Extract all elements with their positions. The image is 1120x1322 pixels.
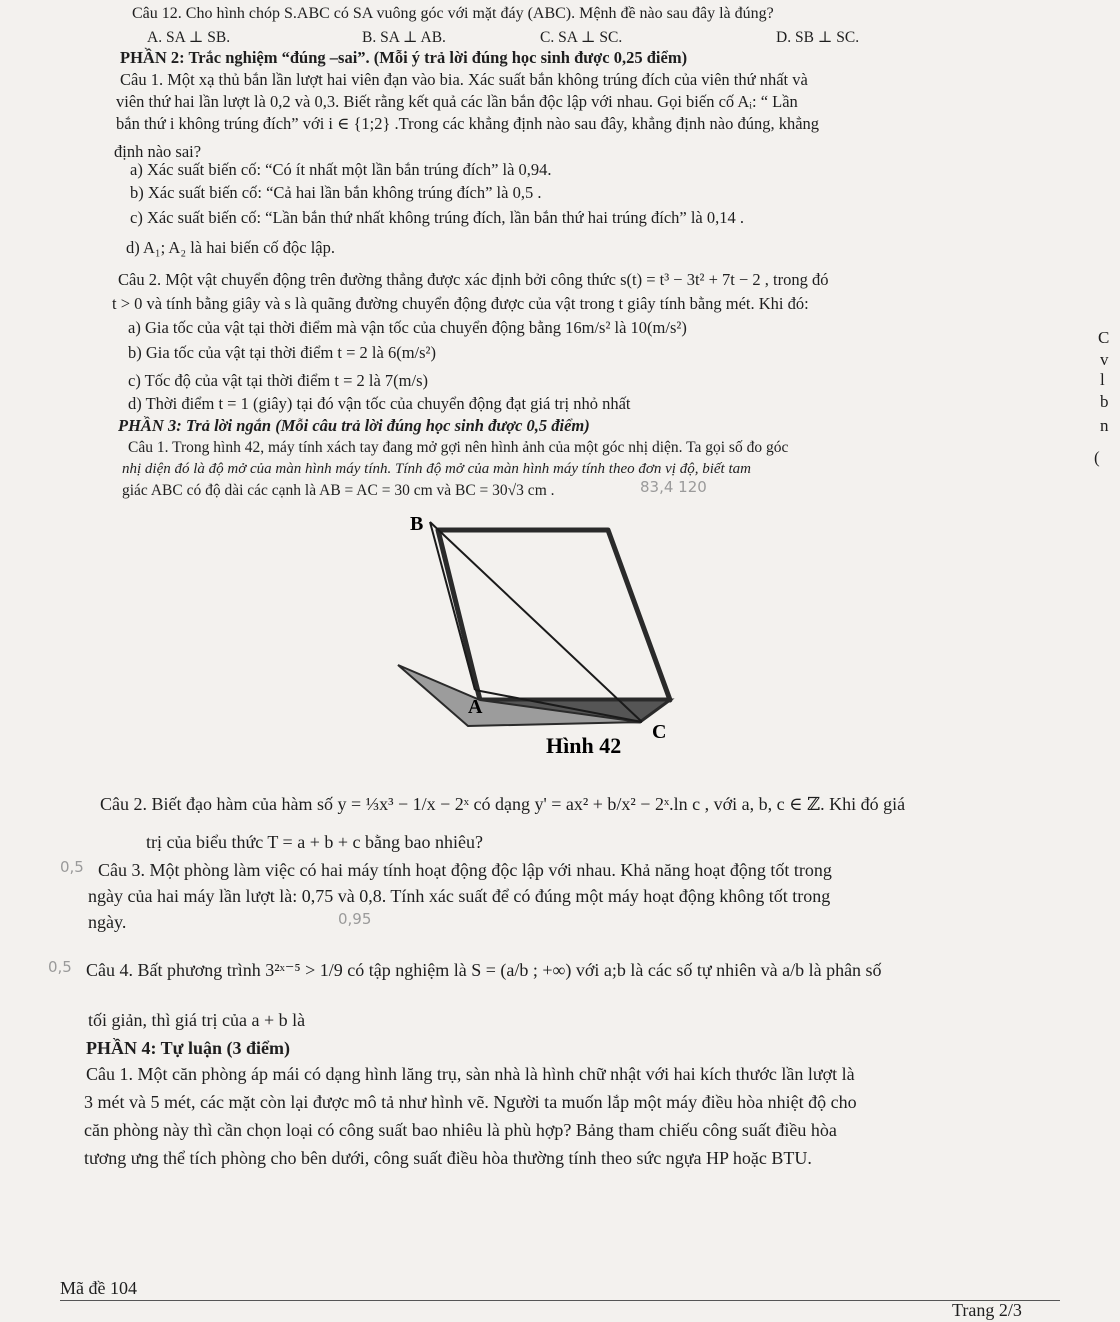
footer-page-number: Trang 2/3 [952,1300,1022,1320]
figure-caption: Hình 42 [546,733,622,758]
margin-letter-1: C [1098,328,1110,347]
part2-q1-b: b) Xác suất biến cố: “Cả hai lần bắn không trúng đích” là 0,5 . [130,183,542,202]
part4-title: PHẦN 4: Tự luận (3 điểm) [86,1038,290,1058]
part2-q1-line4: định nào sai? [114,142,202,161]
part2-q2-b: b) Gia tốc của vật tại thời điểm t = 2 là 6(m/s²) [128,343,436,362]
margin-letter-3: l [1100,370,1105,389]
label-a: A [468,696,483,718]
footer-exam-code: Mã đề 104 [60,1278,137,1298]
handwritten-note-1: 83,4 120 [640,478,707,496]
part2-q1-c: c) Xác suất biến cố: “Lần bắn thứ nhất không trúng đích, lần bắn thứ hai trúng đích” là 0,14 . [130,208,745,227]
margin-letter-4: b [1100,392,1109,411]
part3-q3-line1: Câu 3. Một phòng làm việc có hai máy tính hoạt động độc lập với nhau. Khả năng hoạt động tốt trong [98,860,832,880]
margin-letter-2: v [1100,350,1109,369]
q12-option-a: A. SA ⊥ SB. [147,29,231,46]
part3-q1-line1: Câu 1. Trong hình 42, máy tính xách tay đang mở gợi nên hình ảnh của một góc nhị diện. Ta gọi số đo góc [128,439,789,456]
footer-divider [60,1300,1060,1301]
margin-letter-5: n [1100,416,1109,435]
part3-q2-line1: Câu 2. Biết đạo hàm của hàm số y = ⅓x³ − 1/x − 2ˣ có dạng y' = ax² + b/x² − 2ˣ.ln c , với a, b, c ∈ ℤ. Khi đó giá [100,794,906,814]
handwritten-note-3: 0,5 [60,858,84,876]
part2-q1-a: a) Xác suất biến cố: “Có ít nhất một lần bắn trúng đích” là 0,94. [130,160,552,179]
part4-q1-line4: tương ưng thể tích phòng cho bên dưới, công suất điều hòa thường tính theo sức ngựa HP hoặc BTU. [84,1148,812,1168]
margin-letter-6: ( [1094,448,1100,467]
part3-q4-line1: Câu 4. Bất phương trình 3²ˣ⁻⁵ > 1/9 có tập nghiệm là S = (a/b ; +∞) với a;b là các số tự nhiên và a/b là phân số [86,960,882,980]
part2-q1-line2: viên thứ hai lần lượt là 0,2 và 0,3. Biết rằng kết quả các lần bắn độc lập với nhau. Gọi biến cố Aᵢ: “ Lần [116,92,798,111]
part3-q2-line2: trị của biểu thức T = a + b + c bằng bao nhiêu? [146,832,483,852]
laptop-screen [438,530,670,700]
part2-q2-line1: Câu 2. Một vật chuyển động trên đường thẳng được xác định bởi công thức s(t) = t³ − 3t² + 7t − 2 , trong đó [118,270,829,289]
part4-q1-line1: Câu 1. Một căn phòng áp mái có dạng hình lăng trụ, sàn nhà là hình chữ nhật với hai kích thước lần lượt là [86,1064,855,1084]
part2-title: PHẦN 2: Trắc nghiệm “đúng –sai”. (Mỗi ý trả lời đúng học sinh được 0,25 điểm) [120,48,688,67]
part4-q1-line3: căn phòng này thì cần chọn loại có công suất bao nhiêu là phù hợp? Bảng tham chiếu công suất điều hòa [84,1120,837,1140]
q12-option-d: D. SB ⊥ SC. [776,29,860,46]
part2-q2-a: a) Gia tốc của vật tại thời điểm mà vận tốc của chuyển động bằng 16m/s² là 10(m/s²) [128,318,687,337]
label-c: C [652,721,667,743]
q12-option-c: C. SA ⊥ SC. [540,29,623,46]
q12-option-b: B. SA ⊥ AB. [362,29,446,46]
part2-q1-d: d) A₁; A₂ là hai biến cố độc lập. [126,238,335,257]
part2-q2-line2: t > 0 và tính bằng giây và s là quãng đường chuyển động được của vật trong t giây tính bằng mét. Khi đó: [112,294,809,313]
handwritten-note-2: 0,95 [338,910,372,928]
part2-q1-line1: Câu 1. Một xạ thủ bắn lần lượt hai viên đạn vào bia. Xác suất bắn không trúng đích của viên thứ nhất và [120,70,808,89]
part2-q1-line3: bắn thứ i không trúng đích” với i ∈ {1;2} .Trong các khẳng định nào sau đây, khẳng định nào đúng, khẳng [116,114,820,133]
part2-q2-d: d) Thời điểm t = 1 (giây) tại đó vận tốc của chuyển động đạt giá trị nhỏ nhất [128,394,631,413]
q12-text: Câu 12. Cho hình chóp S.ABC có SA vuông góc với mặt đáy (ABC). Mệnh đề nào sau đây là đúng? [132,5,774,22]
part3-title: PHẦN 3: Trả lời ngắn (Mỗi câu trả lời đúng học sinh được 0,5 điểm) [118,416,590,435]
part3-q1-line2: nhị diện đó là độ mở của màn hình máy tính. Tính độ mở của màn hình máy tính theo đơn vị độ, biết tam [122,461,751,477]
handwritten-note-4: 0,5 [48,958,72,976]
laptop-figure [380,500,710,770]
part3-q1-line3: giác ABC có độ dài các cạnh là AB = AC = 30 cm và BC = 30√3 cm . [122,482,555,499]
part3-q3-line2: ngày của hai máy lần lượt là: 0,75 và 0,8. Tính xác suất để có đúng một máy hoạt động không tốt trong [88,886,831,906]
part4-q1-line2: 3 mét và 5 mét, các mặt còn lại được mô tả như hình vẽ. Người ta muốn lắp một máy điều hòa nhiệt độ cho [84,1092,857,1112]
part3-q3-line3: ngày. [88,912,127,932]
label-b: B [410,513,424,535]
part2-q2-c: c) Tốc độ của vật tại thời điểm t = 2 là 7(m/s) [128,371,428,390]
part3-q4-line2: tối giản, thì giá trị của a + b là [88,1010,306,1030]
